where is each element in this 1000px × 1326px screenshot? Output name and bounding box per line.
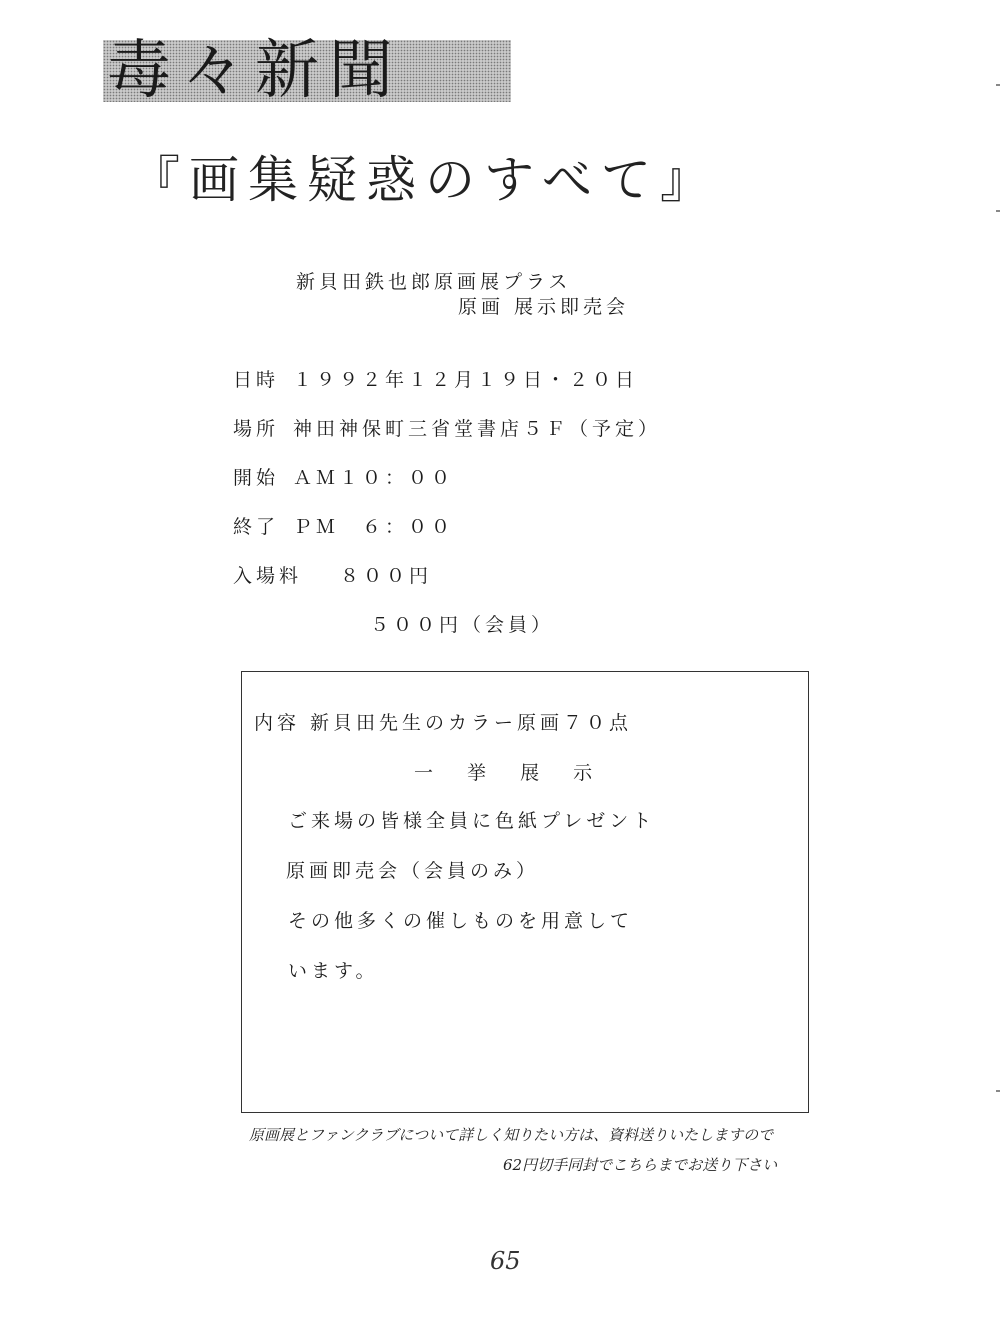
- page-number: 65: [490, 1247, 521, 1275]
- info-open: [233, 463, 454, 490]
- handwritten-note-line-1: 原画展とファンクラブについて詳しく知りたい方は、資料送りいたしますので: [249, 1126, 774, 1144]
- handwritten-note-line-2: 62円切手同封でこちらまでお送り下さい: [503, 1156, 778, 1174]
- contents-line-4: 原画即売会（会員のみ）: [286, 860, 540, 882]
- contents-box: [241, 671, 809, 1113]
- info-close-label: 終了: [233, 516, 280, 538]
- contents-line-1: 内容 新貝田先生のカラー原画７０点: [254, 712, 633, 734]
- info-place: [233, 414, 661, 441]
- info-open-value: ＡＭ１０：００: [293, 467, 455, 489]
- contents-line-2: 一 挙 展 示: [414, 762, 607, 784]
- info-admission-label: 入場料: [233, 565, 303, 587]
- info-admission: [233, 561, 432, 588]
- info-datetime-value: １９９２年１２月１９日・２０日: [293, 369, 639, 391]
- contents-line-5: その他多くの催しものを用意して: [288, 910, 634, 932]
- contents-line-3: ご来場の皆様全員に色紙プレゼント: [288, 810, 656, 832]
- edge-mark-middle: [996, 210, 1000, 212]
- headline: 『画集疑惑のすべて』: [130, 151, 719, 209]
- info-open-label: 開始: [233, 467, 280, 489]
- info-close-value: ＰＭ ６：００: [293, 516, 455, 538]
- contents-line-6: います。: [288, 960, 379, 982]
- info-admission-member: ５００円（会員）: [370, 614, 555, 636]
- info-place-label: 場所: [233, 418, 280, 440]
- info-place-value: 神田神保町三省堂書店５Ｆ（予定）: [293, 418, 662, 440]
- info-datetime: [233, 365, 638, 392]
- info-close: [233, 512, 454, 539]
- masthead-banner: [103, 34, 511, 108]
- subtitle-line-2: 原画 展示即売会: [458, 296, 630, 318]
- edge-mark-bottom: [996, 1090, 1000, 1092]
- subtitle-line-1: 新貝田鉄也郎原画展プラス: [296, 271, 572, 293]
- masthead-title: 毒々新聞: [107, 34, 403, 108]
- info-admission-value: ８００円: [340, 565, 433, 587]
- edge-mark-top: [996, 84, 1000, 86]
- info-datetime-label: 日時: [233, 369, 280, 391]
